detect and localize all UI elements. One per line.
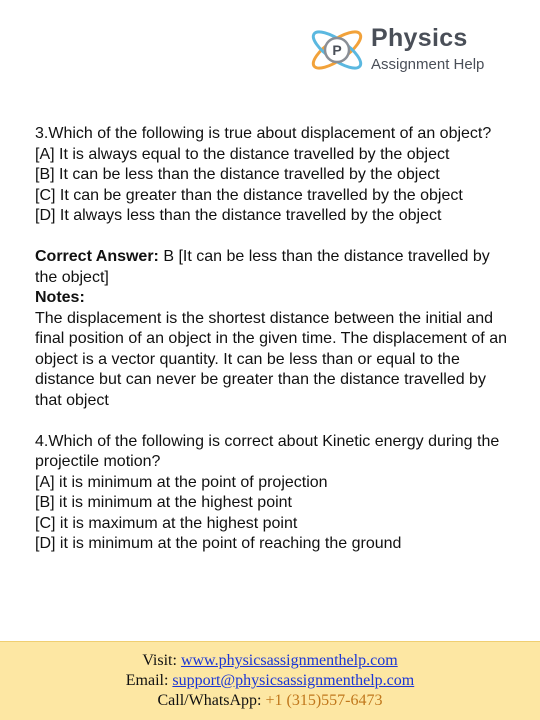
email-link[interactable]: support@physicsassignmenthelp.com (172, 672, 415, 689)
spacer (35, 411, 515, 432)
q3-question: 3.Which of the following is true about displacement of an object? (35, 125, 492, 142)
email-label: Email: (125, 672, 173, 689)
contact-footer (0, 641, 540, 720)
email-line (0, 671, 540, 691)
q3-notes-text: The displacement is the shortest distance between the initial and final position of an object in the given time. The displacement of an object is a vector quantity. It can be less than or equal to the distance but can never be greater than the distance travelled by that object (35, 309, 507, 409)
spacer (35, 227, 515, 248)
phone-label: Call/WhatsApp: (157, 692, 266, 709)
q3-option-b: [B] It can be less than the distance travelled by the object (35, 166, 440, 183)
notes-label: Notes: (35, 289, 85, 306)
q4-option-c: [C] it is maximum at the highest point (35, 514, 298, 532)
q4-question: 4.Which of the following is correct about Kinetic energy during the projectile motion? (35, 432, 500, 470)
answer-text: B [It can be less than the distance travelled by the object] (35, 248, 490, 286)
logo-title: Physics (371, 24, 468, 52)
atom-logo-icon (305, 22, 369, 78)
q3-option-d: [D] It always less than the distance travelled by the object (35, 207, 442, 224)
logo-mark: P (332, 42, 342, 58)
q3-option-a: [A] It is always equal to the distance travelled by the object (35, 145, 450, 163)
q3-notes-label (35, 288, 515, 309)
visit-line (0, 651, 540, 671)
document-body (35, 124, 515, 555)
site-logo (305, 22, 505, 78)
website-link[interactable]: www.physicsassignmenthelp.com (180, 652, 398, 669)
phone-number: +1 (315)557-6473 (265, 692, 383, 709)
q3-answer (35, 247, 515, 288)
logo-subtitle: Assignment Help (371, 56, 485, 73)
phone-line (0, 691, 540, 711)
q3-option-c: [C] It can be greater than the distance travelled by the object (35, 186, 463, 204)
q4-option-a: [A] it is minimum at the point of projection (35, 473, 328, 491)
visit-label: Visit: (142, 652, 181, 669)
q4-option-d: [D] it is minimum at the point of reaching the ground (35, 535, 402, 552)
answer-label: Correct Answer: (35, 248, 159, 265)
q4-option-b: [B] it is minimum at the highest point (35, 494, 292, 511)
